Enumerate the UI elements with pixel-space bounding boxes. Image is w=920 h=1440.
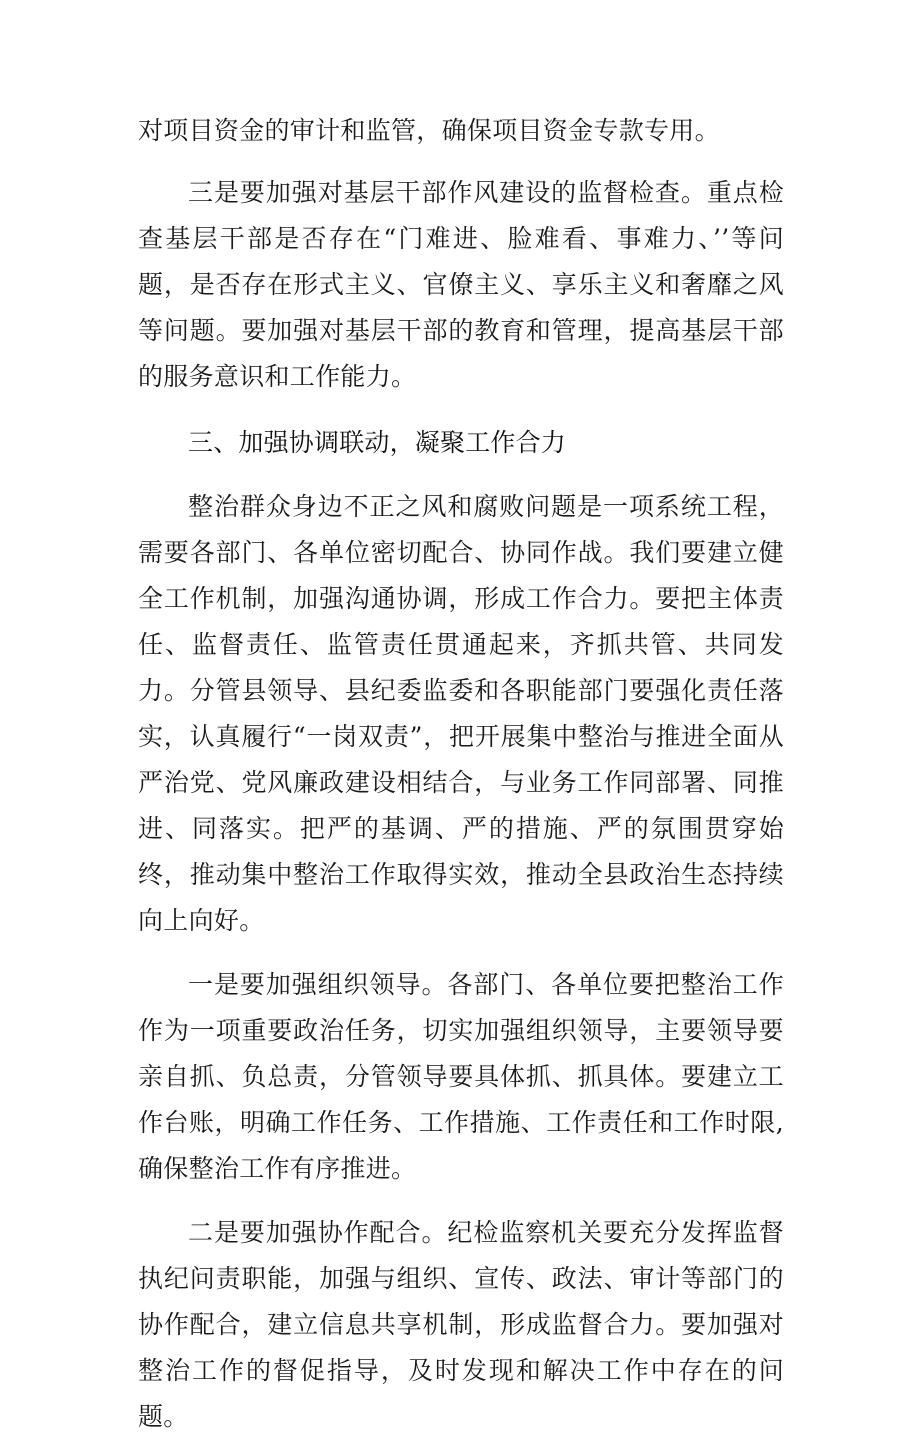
document-body — [138, 108, 784, 1440]
paragraph-point-two: 二是要加强协作配合。纪检监察机关要充分发挥监督执纪问责职能，加强与组织、宣传、政法、审计等部门的协作配合，建立信息共享机制，形成监督合力。要加强对整治工作的督促指导，及时发现和解决工作中存在的问题。 — [138, 1218, 784, 1431]
paragraph-continuation: 对项目资金的审计和监管，确保项目资金专款专用。 — [138, 116, 720, 145]
paragraph-point-three: 三是要加强对基层干部作风建设的监督检查。重点检查基层干部是否存在“门难进、脸难看、事难力、’’等问题，是否存在形式主义、官僚主义、享乐主义和奢靡之风等问题。要加强对基层干部的教育和管理，提高基层干部的服务意识和工作能力。 — [138, 178, 784, 391]
section-heading-three: 三、加强协调联动，凝聚工作合力 — [188, 428, 567, 457]
paragraph-section-intro: 整治群众身边不正之风和腐败问题是一项系统工程，需要各部门、各单位密切配合、协同作战。我们要建立健全工作机制，加强沟通协调，形成工作合力。要把主体责任、监督责任、监管责任贯通起来，齐抓共管、共同发力。分管县领导、县纪委监委和各职能部门要强化责任落实，认真履行“一岗双责”，把开展集中整治与推进全面从严治党、党风廉政建设相结合，与业务工作同部署、同推进、同落实。把严的基调、严的措施、严的氛围贯穿始终，推动集中整治工作取得实效，推动全县政治生态持续向上向好。 — [138, 492, 784, 935]
paragraph-point-one: 一是要加强组织领导。各部门、各单位要把整治工作作为一项重要政治任务，切实加强组织领导，主要领导要亲自抓、负总责，分管领导要具体抓、抓具体。要建立工作台账，明确工作任务、工作措施、工作责任和工作时限,确保整治工作有序推进。 — [138, 970, 784, 1183]
